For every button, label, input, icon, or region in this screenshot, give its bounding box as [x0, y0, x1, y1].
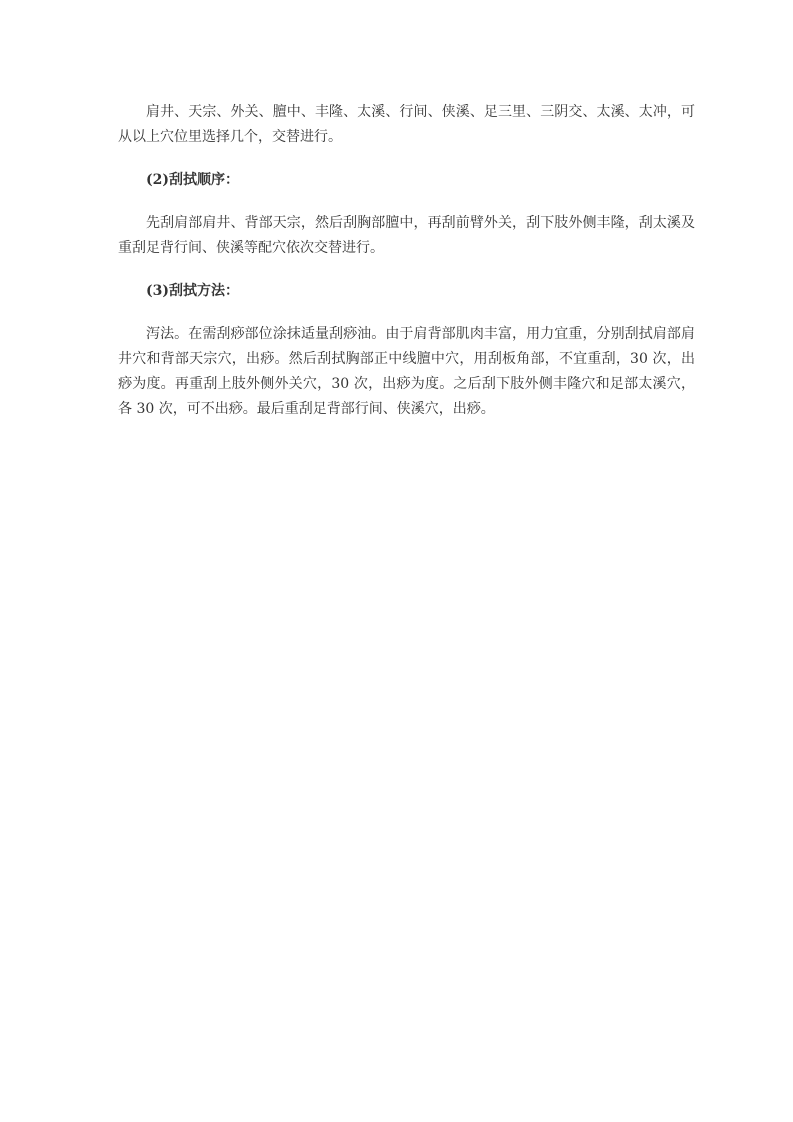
document-content [118, 100, 695, 440]
section-body-scraping-method: 泻法。在需刮痧部位涂抹适量刮痧油。由于肩背部肌肉丰富，用力宜重，分别刮拭肩部肩井穴和背部天宗穴，出痧。然后刮拭胸部正中线膻中穴，用刮板角部，不宜重刮，30 次，出痧为度。再重刮上肢外侧外关穴，30 次，出痧为度。之后刮下肢外侧丰隆穴和足部太溪穴，各 30 次，可不出痧。最后重刮足背部行间、侠溪穴，出痧。 [118, 326, 695, 417]
intro-paragraph: 肩井、天宗、外关、膻中、丰隆、太溪、行间、侠溪、足三里、三阴交、太溪、太冲，可从以上穴位里选择几个，交替进行。 [118, 104, 695, 145]
section-body-scraping-order: 先刮肩部肩井、背部天宗，然后刮胸部膻中，再刮前臂外关，刮下肢外侧丰隆，刮太溪及重刮足背行间、侠溪等配穴依次交替进行。 [118, 215, 695, 256]
section-heading-scraping-order: (2)刮拭顺序： [146, 172, 239, 188]
section-heading-scraping-method: (3)刮拭方法： [146, 283, 239, 299]
